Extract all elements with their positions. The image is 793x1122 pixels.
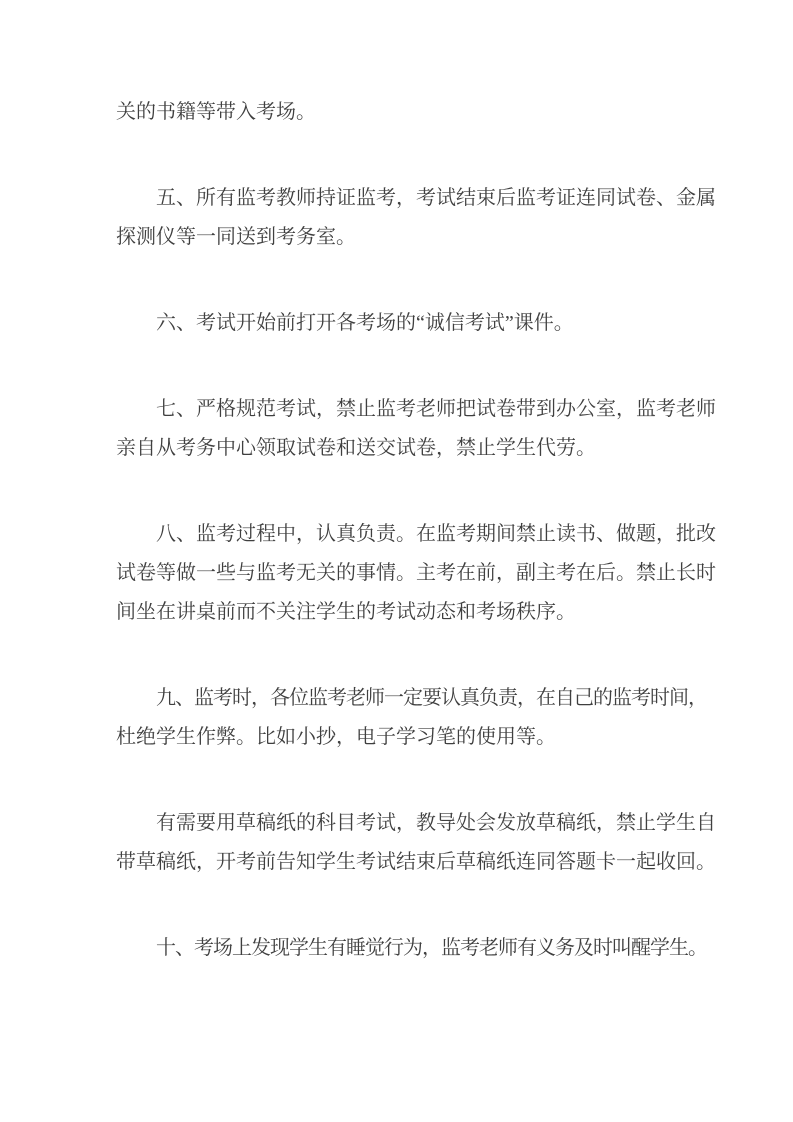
paragraph-line: 间坐在讲桌前而不关注学生的考试动态和考场秩序。: [116, 601, 576, 623]
paragraph-item-9: [116, 679, 716, 757]
paragraph-line: 九、监考时，各位监考老师一定要认真负责，在自己的监考时间，: [156, 687, 707, 709]
paragraph-continuation: [116, 93, 716, 132]
paragraph-item-10: [116, 929, 716, 968]
paragraph-item-8: [116, 515, 716, 632]
paragraph-scratch-paper: [116, 804, 716, 882]
paragraph-line: 六、考试开始前打开各考场的“诚信考试”课件。: [156, 312, 574, 334]
paragraph-line: 亲自从考务中心领取试卷和送交试卷，禁止学生代劳。: [116, 437, 596, 459]
paragraph-item-5: [116, 179, 716, 257]
paragraph-item-7: [116, 390, 716, 468]
paragraph-line: 带草稿纸，开考前告知学生考试结束后草稿纸连同答题卡一起收回。: [116, 851, 716, 873]
paragraph-line: 八、监考过程中，认真负责。在监考期间禁止读书、做题，批改: [156, 523, 716, 545]
paragraph-line: 五、所有监考教师持证监考，考试结束后监考证连同试卷、金属: [156, 187, 716, 209]
paragraph-line: 杜绝学生作弊。比如小抄，电子学习笔的使用等。: [116, 726, 556, 748]
paragraph-item-6: [116, 304, 716, 343]
paragraph-line: 十、考场上发现学生有睡觉行为，监考老师有义务及时叫醒学生。: [156, 937, 707, 959]
paragraph-line: 探测仪等一同送到考务室。: [116, 226, 356, 248]
paragraph-line: 七、严格规范考试，禁止监考老师把试卷带到办公室，监考老师: [156, 398, 716, 420]
document-body-text: [116, 93, 716, 968]
paragraph-line: 有需要用草稿纸的科目考试，教导处会发放草稿纸，禁止学生自: [156, 812, 716, 834]
paragraph-line: 试卷等做一些与监考无关的事情。主考在前，副主考在后。禁止长时: [116, 562, 716, 584]
paragraph-line: 关的书籍等带入考场。: [116, 101, 316, 123]
